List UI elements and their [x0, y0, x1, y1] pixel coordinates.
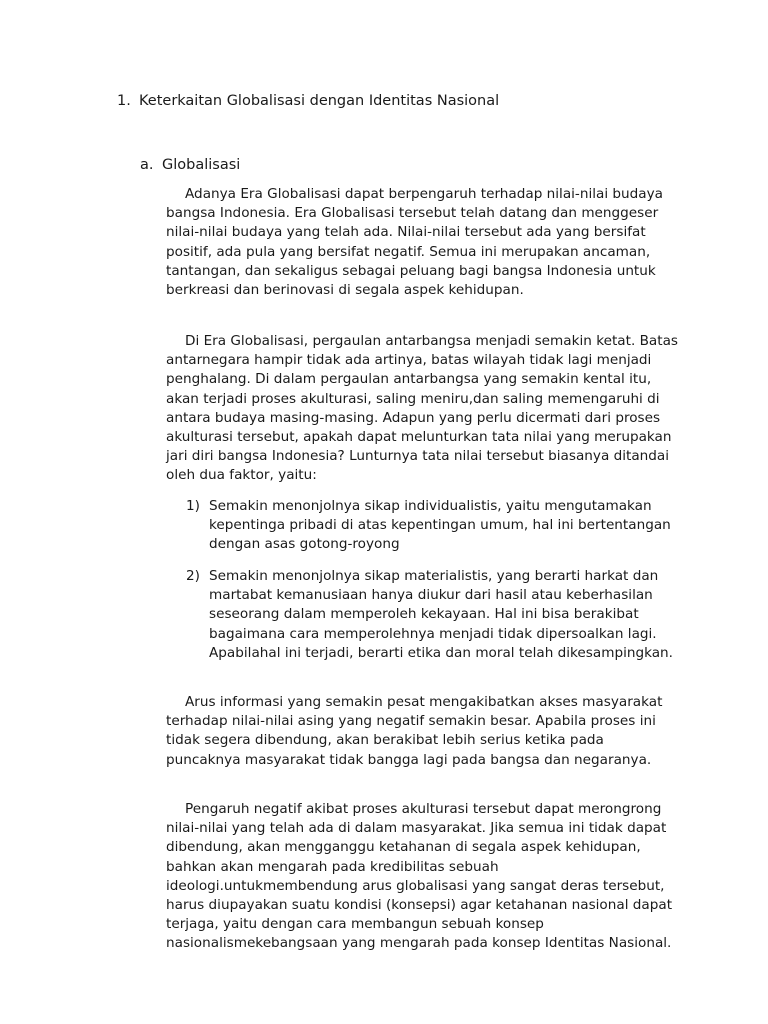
list-item-2-marker: 2) — [186, 568, 200, 584]
list-item-2-text: Semakin menonjolnya sikap materialistis, yang berarti harkat dan martabat kemanusiaan hanya diukur dari hasil atau keberhasilan seseorang dalam memperoleh kekayaan. Hal ini bisa berakibat bagaimana cara memperolehnya menjadi tidak dipersoalkan lagi. Apabilahal ini terjadi, berarti etika dan moral telah dikesampingkan. — [209, 568, 673, 661]
section-heading — [117, 90, 499, 112]
paragraph-2: Di Era Globalisasi, pergaulan antarbangsa menjadi semakin ketat. Batas antarnegara hampir tidak ada artinya, batas wilayah tidak lagi menjadi penghalang. Di dalam pergaulan antarbangsa yang semakin kental itu, akan terjadi proses akulturasi, saling meniru,dan saling memengaruhi di antara budaya masing-masing. Adapun yang perlu dicermati dari proses akulturasi tersebut, apakah dapat melunturkan tata nilai yang merupakan jari diri bangsa Indonesia? Lunturnya tata nilai tersebut biasanya ditandai oleh dua faktor, yaitu: — [166, 333, 678, 484]
paragraph-3: Arus informasi yang semakin pesat mengakibatkan akses masyarakat terhadap nilai-nilai asing yang negatif semakin besar. Apabila proses ini tidak segera dibendung, akan berakibat lebih serius ketika pada puncaknya masyarakat tidak bangga lagi pada bangsa dan negaranya. — [166, 694, 663, 768]
section-heading-number: 1. — [117, 93, 131, 109]
list-item-2 — [186, 567, 678, 663]
list-item-1-marker: 1) — [186, 498, 200, 514]
subsection-heading-number: a. — [140, 157, 154, 173]
subsection-heading-title: Globalisasi — [162, 157, 241, 173]
paragraph-4: Pengaruh negatif akibat proses akulturasi tersebut dapat merongrong nilai-nilai yang telah ada di dalam masyarakat. Jika semua ini tidak dapat dibendung, akan mengganggu ketahanan di segala aspek kehidupan, bahkan akan mengarah pada kredibilitas sebuah ideologi.untukmembendung arus globalisasi yang sangat deras tersebut, harus diupayakan suatu kondisi (konsepsi) agar ketahanan nasional dapat terjaga, yaitu dengan cara membangun sebuah konsep nasionalismekebangsaan yang mengarah pada konsep Identitas Nasional. — [166, 801, 673, 952]
list-item-1-text: Semakin menonjolnya sikap individualistis, yaitu mengutamakan kepentinga pribadi di atas kepentingan umum, hal ini bertentangan dengan asas gotong-royong — [209, 498, 671, 553]
list-item-1 — [186, 497, 678, 555]
subsection-heading — [140, 154, 240, 176]
section-heading-title: Keterkaitan Globalisasi dengan Identitas Nasional — [139, 93, 500, 109]
paragraph-1: Adanya Era Globalisasi dapat berpengaruh terhadap nilai-nilai budaya bangsa Indonesia. Era Globalisasi tersebut telah datang dan menggeser nilai-nilai budaya yang telah ada. Nilai-nilai tersebut ada yang bersifat positif, ada pula yang bersifat negatif. Semua ini merupakan ancaman, tantangan, dan sekaligus sebagai peluang bagi bangsa Indonesia untuk berkreasi dan berinovasi di segala aspek kehidupan. — [166, 186, 664, 299]
